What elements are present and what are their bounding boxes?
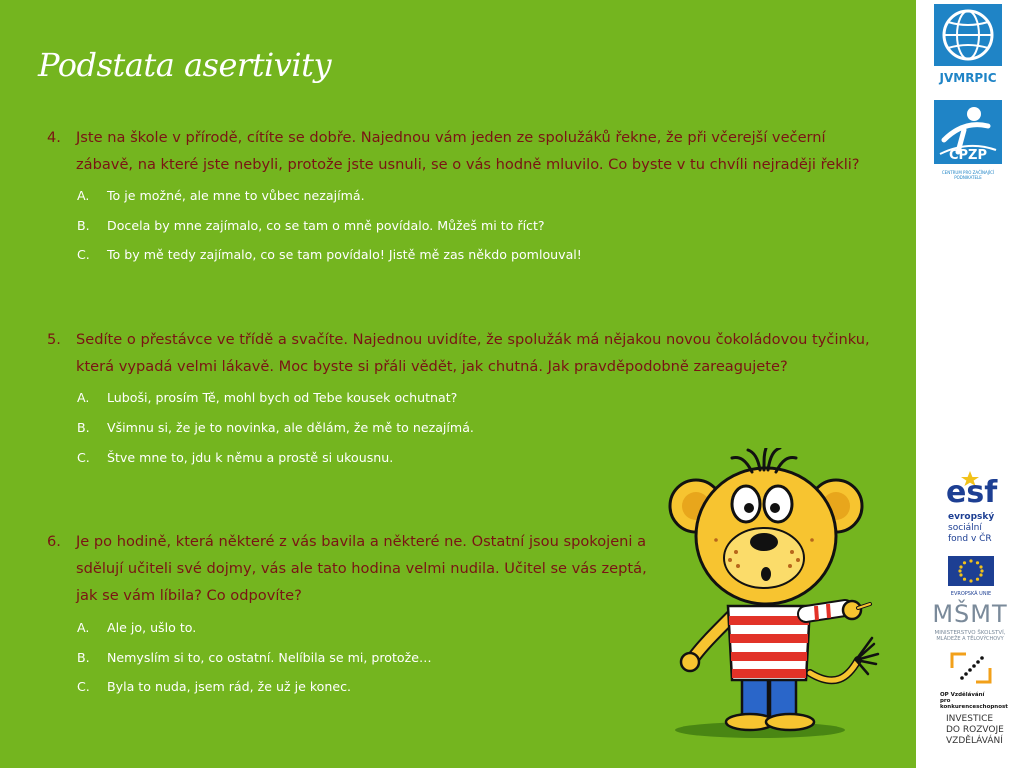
question-6 (47, 528, 647, 609)
answer-text: Luboši, prosím Tě, mohl bych od Tebe kousek ochutnat? (107, 390, 458, 405)
answer-text: Ale jo, ušlo to. (107, 620, 197, 635)
investice-line3: VZDĚLÁVÁNÍ (946, 736, 1003, 746)
investice-line1: INVESTICE (946, 714, 994, 724)
investice-logo (946, 714, 1022, 747)
answer-4a (77, 188, 365, 204)
answer-text: Byla to nuda, jsem rád, že už je konec. (107, 679, 352, 694)
answer-text: To by mě tedy zajímalo, co se tam povídalo! Jistě mě zas někdo pomlouval! (107, 247, 582, 262)
investice-line2: DO ROZVOJE (946, 725, 1004, 735)
op-line2: pro konkurenceschopnost (940, 698, 1008, 710)
op-logo (940, 648, 1006, 708)
question-text: Sedíte o přestávce ve třídě a svačíte. Najednou uvidíte, že spolužák má nějakou novou čokoládovou tyčinku, která vypadá velmi lákavě. Moc byste si přáli vědět, jak chutná. Jak pravděpodobně zareagujete? (76, 331, 870, 375)
globe-icon (934, 4, 1002, 66)
op-emblem-icon (948, 648, 994, 688)
answer-letter: B. (77, 650, 90, 665)
answer-5c (77, 450, 393, 466)
answer-6b (77, 650, 432, 666)
question-4 (47, 124, 877, 178)
answer-letter: C. (77, 450, 90, 465)
answer-text: To je možné, ale mne to vůbec nezajímá. (107, 188, 365, 203)
msmt-logo (920, 600, 1020, 648)
op-line1: OP Vzdělávání (940, 692, 985, 698)
answer-4c (77, 247, 582, 263)
esf-line3: fond v ČR (948, 534, 992, 544)
answer-letter: A. (77, 620, 90, 635)
esf-logo (946, 470, 1012, 550)
esf-line2: sociální (948, 523, 982, 533)
eu-flag-icon (948, 556, 994, 586)
answer-text: Štve mne to, jdu k němu a prostě si ukousnu. (107, 450, 394, 465)
mascot-illustration (660, 448, 880, 740)
answer-letter: A. (77, 188, 90, 203)
answer-text: Nemyslím si to, co ostatní. Nelíbila se mi, protože… (107, 650, 432, 665)
question-5 (47, 326, 877, 380)
question-number: 6. (47, 533, 61, 550)
answer-text: Docela by mne zajímalo, co se tam o mně povídalo. Můžeš mi to říct? (107, 218, 545, 233)
msmt-label: MŠMT (932, 600, 1008, 628)
answer-letter: C. (77, 247, 90, 262)
esf-label: esf (946, 475, 998, 510)
answer-text: Všimnu si, že je to novinka, ale dělám, že mě to nezajímá. (107, 420, 474, 435)
answer-letter: B. (77, 218, 90, 233)
answer-6a (77, 620, 196, 636)
question-number: 4. (47, 129, 61, 146)
question-text: Je po hodině, která některé z vás bavila a některé ne. Ostatní jsou spokojeni a sdělují učiteli své dojmy, vás ale tato hodina velmi nudila. Učitel se vás zeptá, jak se vám líbila? Co odpovíte? (76, 533, 647, 604)
msmt-line1: MINISTERSTVO ŠKOLSTVÍ, (934, 630, 1006, 636)
answer-5a (77, 390, 457, 406)
slide-title: Podstata asertivity (38, 46, 332, 84)
cpzp-label: CPZP (948, 148, 988, 163)
eu-logo (948, 556, 994, 596)
answer-5b (77, 420, 474, 436)
cpzp-logo (934, 100, 1002, 182)
esf-line1: evropský (948, 512, 995, 522)
jvmrpic-label: JVMRPIC (939, 71, 997, 85)
answer-letter: C. (77, 679, 90, 694)
answer-letter: A. (77, 390, 90, 405)
question-number: 5. (47, 331, 61, 348)
answer-letter: B. (77, 420, 90, 435)
cpzp-subtitle: CENTRUM PRO ZAČÍNAJÍCÍ PODNIKATELE (941, 170, 995, 180)
jvmrpic-logo (934, 4, 1002, 85)
msmt-line2: MLÁDEŽE A TĚLOVÝCHOVY (936, 636, 1004, 642)
logo-sidebar (916, 0, 1024, 768)
question-text: Jste na škole v přírodě, cítíte se dobře. Najednou vám jeden ze spolužáků řekne, že při včerejší večerní zábavě, na které jste nebyli, protože jste usnuli, se o vás hodně mluvilo. Co byste v tu chvíli nejraději řekli? (76, 129, 860, 173)
answer-6c (77, 679, 351, 695)
answer-4b (77, 218, 545, 234)
eu-label: EVROPSKÁ UNIE (950, 591, 992, 597)
